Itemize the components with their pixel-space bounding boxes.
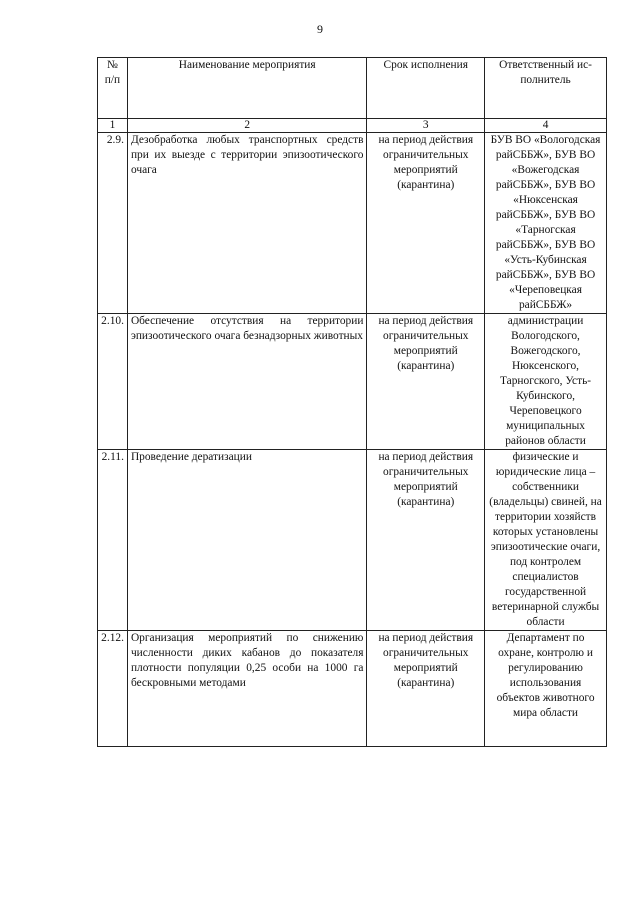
column-number: 2 <box>127 119 367 133</box>
measure-responsible: физические и юридические лица – собственники (владельцы) свиней, на территории хозяйств которых установлены эпизоотические очаги, под контролем специалистов государственной ветеринарной службы области <box>485 450 607 631</box>
column-number: 4 <box>485 119 607 133</box>
header-term: Срок исполнения <box>367 58 485 119</box>
measure-responsible: Департамент по охране, контролю и регулированию использования объектов животного мира области <box>485 631 607 747</box>
header-name: Наименование мероприятия <box>127 58 367 119</box>
measure-name: Проведение дератизации <box>127 450 367 631</box>
table-row <box>98 133 607 314</box>
table-row <box>98 314 607 450</box>
table-row <box>98 450 607 631</box>
measure-term: на период действия ограничительных мероприятий (карантина) <box>367 133 485 314</box>
header-num: № п/п <box>98 58 128 119</box>
measure-term: на период действия ограничительных мероприятий (карантина) <box>367 450 485 631</box>
row-number: 2.10. <box>98 314 128 450</box>
row-number: 2.9. <box>98 133 128 314</box>
measure-name: Обеспечение отсутствия на территории эпизоотического очага безнадзорных животных <box>127 314 367 450</box>
measure-term: на период действия ограничительных мероприятий (карантина) <box>367 314 485 450</box>
column-numbers-row <box>98 119 607 133</box>
measures-table <box>97 57 607 747</box>
row-number: 2.11. <box>98 450 128 631</box>
measure-name: Организация мероприятий по снижению численности диких кабанов до показателя плотности популяции 0,25 особи на 1000 га бескровными методами <box>127 631 367 747</box>
measure-term: на период действия ограничительных мероприятий (карантина) <box>367 631 485 747</box>
header-row <box>98 58 607 119</box>
table-row <box>98 631 607 747</box>
measure-responsible: БУВ ВО «Вологодская райСББЖ», БУВ ВО «Вожегодская райСББЖ», БУВ ВО «Нюксенская райСББЖ», БУВ ВО «Тарногская райСББЖ», БУВ ВО «Усть-Кубинская райСББЖ», БУВ ВО «Череповецкая райСББЖ» <box>485 133 607 314</box>
column-number: 3 <box>367 119 485 133</box>
measure-name: Дезобработка любых транспортных средств при их выезде с территории эпизоотического очага <box>127 133 367 314</box>
column-number: 1 <box>98 119 128 133</box>
header-responsible: Ответственный ис-полнитель <box>485 58 607 119</box>
page-number: 9 <box>317 22 323 36</box>
measure-responsible: администрации Вологодского, Вожегодского, Нюксенского, Тарногского, Усть-Кубинского, Череповецкого муниципальных районов области <box>485 314 607 450</box>
row-number: 2.12. <box>98 631 128 747</box>
